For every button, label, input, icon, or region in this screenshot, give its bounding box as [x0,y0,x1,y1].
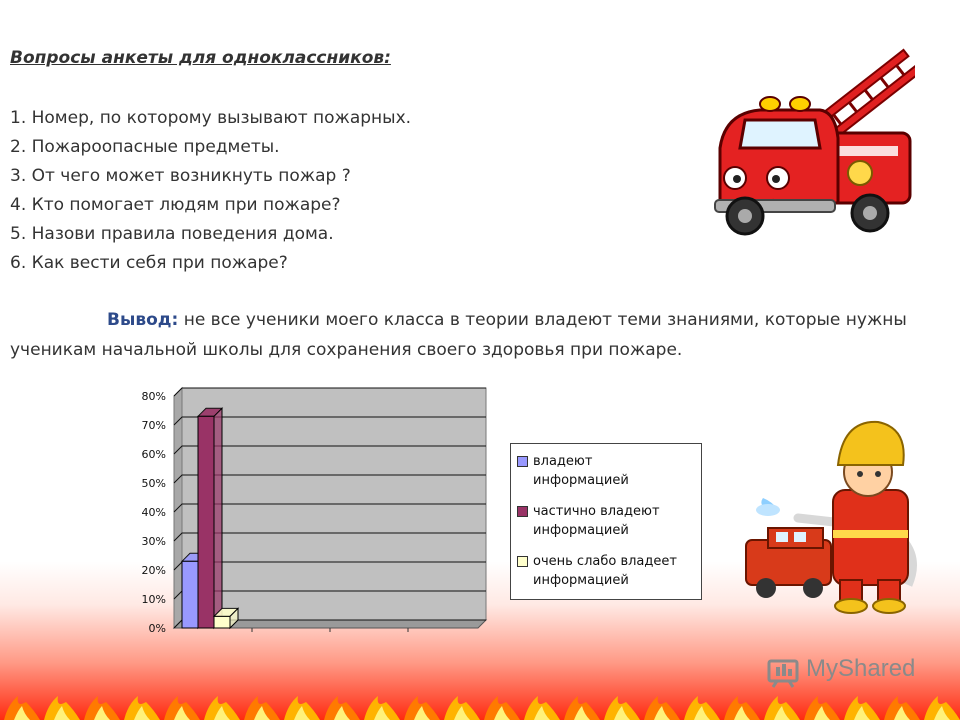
y-tick-label: 80% [141,390,166,403]
y-tick-label: 20% [141,564,166,577]
question-item: 2. Пожароопасные предметы. [10,137,280,157]
conclusion-text: не все ученики моего класса в теории владеют теми знаниями, которые нужны ученикам начальной школы для сохранения своего здоровья при пожаре. [10,310,907,360]
legend-label-line: информацией [533,573,629,588]
myshared-logo-icon [767,656,801,688]
chart-bar [198,408,222,628]
legend-label-line: частично владеют [533,504,660,519]
legend-label-line: информацией [533,523,629,538]
fireman-illustration [738,410,938,615]
y-tick-label: 40% [141,506,166,519]
survey-bar-chart [124,380,494,640]
question-item: 5. Назови правила поведения дома. [10,224,334,244]
legend-label-line: информацией [533,473,629,488]
y-tick-label: 50% [141,477,166,490]
legend-swatch [517,506,528,517]
fire-truck-illustration [700,28,915,238]
y-tick-label: 60% [141,448,166,461]
question-item: 1. Номер, по которому вызывают пожарных. [10,108,412,128]
legend-swatch [517,556,528,567]
y-tick-label: 30% [141,535,166,548]
y-tick-label: 70% [141,419,166,432]
question-item: 3. От чего может возникнуть пожар ? [10,166,351,186]
survey-title: Вопросы анкеты для одноклассников: [10,48,391,68]
legend-label-line: владеют [533,454,593,469]
flames-decoration [0,692,960,720]
chart-legend [510,443,702,600]
legend-label-line: очень слабо владеет [533,554,677,569]
question-item: 4. Кто помогает людям при пожаре? [10,195,341,215]
myshared-logo-text: MyShared [806,655,916,682]
conclusion-label: Вывод: [107,310,179,330]
question-list [10,104,411,278]
y-tick-label: 10% [141,593,166,606]
y-tick-label: 0% [148,622,166,635]
conclusion-paragraph [10,305,940,365]
question-item: 6. Как вести себя при пожаре? [10,253,288,273]
legend-swatch [517,456,528,467]
